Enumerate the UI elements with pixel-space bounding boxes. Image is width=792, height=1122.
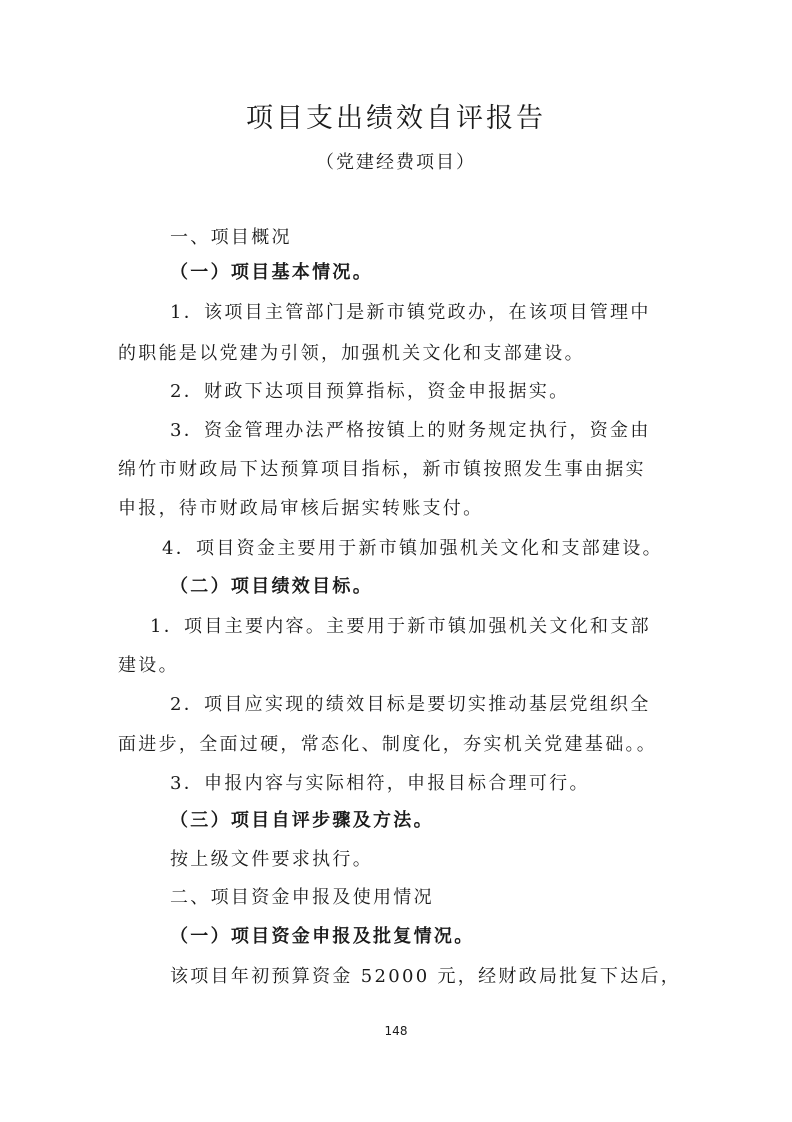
paragraph-line: 建设。: [118, 655, 179, 676]
paragraph-line: 该项目年初预算资金 52000 元，经财政局批复下达后，: [170, 966, 682, 987]
paragraph-line: 3．资金管理办法严格按镇上的财务规定执行，资金由: [170, 420, 651, 441]
paragraph-line: 4．项目资金主要用于新市镇加强机关文化和支部建设。: [162, 538, 663, 559]
subsection-heading-self-evaluation: （三）项目自评步骤及方法。: [170, 810, 434, 831]
subsection-heading-performance-goals: （二）项目绩效目标。: [170, 576, 373, 597]
paragraph-line: 面进步，全面过硬，常态化、制度化，夯实机关党建基础。。: [118, 734, 658, 755]
paragraph-line: 申报，待市财政局审核后据实转账支付。: [118, 498, 484, 519]
report-subtitle: （党建经费项目）: [316, 152, 476, 173]
paragraph-line: 按上级文件要求执行。: [170, 849, 373, 870]
paragraph-line: 2．财政下达项目预算指标，资金申报据实。: [170, 381, 570, 402]
section-heading-funding: 二、项目资金申报及使用情况: [170, 887, 434, 908]
paragraph-line: 2．项目应实现的绩效目标是要切实推动基层党组织全: [170, 694, 651, 715]
report-title: 项目支出绩效自评报告: [246, 103, 546, 134]
paragraph-line: 1．项目主要内容。主要用于新市镇加强机关文化和支部: [150, 616, 651, 637]
paragraph-line: 3．申报内容与实际相符，申报目标合理可行。: [170, 773, 590, 794]
paragraph-line: 1．该项目主管部门是新市镇党政办，在该项目管理中: [170, 302, 651, 323]
subsection-heading-funding-approval: （一）项目资金申报及批复情况。: [170, 926, 475, 947]
paragraph-line: 绵竹市财政局下达预算项目指标，新市镇按照发生事由据实: [118, 459, 646, 480]
paragraph-line: 的职能是以党建为引领，加强机关文化和支部建设。: [118, 343, 585, 364]
section-heading-overview: 一、项目概况: [170, 227, 292, 248]
page-number: 148: [384, 1024, 408, 1038]
subsection-heading-basic-info: （一）项目基本情况。: [170, 262, 373, 283]
